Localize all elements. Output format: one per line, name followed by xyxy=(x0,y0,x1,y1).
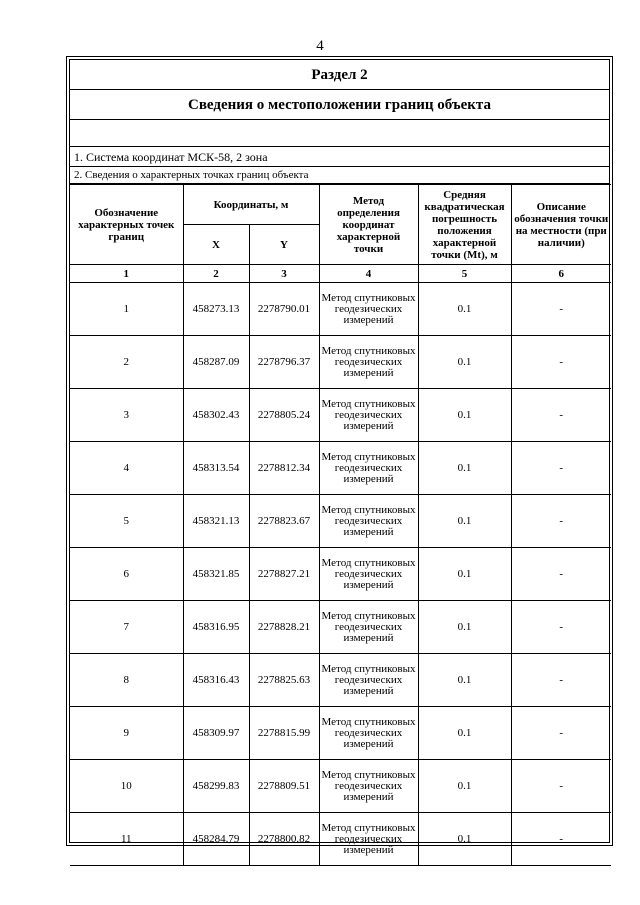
description-cell: - xyxy=(511,336,611,389)
accuracy-cell: 0.1 xyxy=(418,442,511,495)
blank-row xyxy=(70,120,609,147)
point-cell: 2 xyxy=(70,336,183,389)
point-cell: 10 xyxy=(70,760,183,813)
accuracy-cell: 0.1 xyxy=(418,760,511,813)
table-row xyxy=(70,495,611,548)
accuracy-cell: 0.1 xyxy=(418,548,511,601)
header-method: Метод определения координат характерной точки xyxy=(319,185,418,265)
method-cell: Метод спутниковых геодезических измерений xyxy=(319,654,418,707)
header-accuracy: Средняя квадратическая погрешность положения характерной точки (Mt), м xyxy=(418,185,511,265)
y-cell: 2278828.21 xyxy=(249,601,319,654)
point-cell: 11 xyxy=(70,813,183,866)
column-number: 1 xyxy=(70,265,183,283)
method-cell: Метод спутниковых геодезических измерений xyxy=(319,813,418,866)
document-frame xyxy=(66,56,613,856)
x-cell: 458321.13 xyxy=(183,495,249,548)
method-cell: Метод спутниковых геодезических измерений xyxy=(319,389,418,442)
description-cell: - xyxy=(511,654,611,707)
method-cell: Метод спутниковых геодезических измерений xyxy=(319,601,418,654)
accuracy-cell: 0.1 xyxy=(418,654,511,707)
table-row xyxy=(70,813,611,866)
accuracy-cell: 0.1 xyxy=(418,495,511,548)
x-cell: 458309.97 xyxy=(183,707,249,760)
header-x: X xyxy=(183,225,249,265)
boundary-points-table xyxy=(70,184,611,866)
y-cell: 2278790.01 xyxy=(249,283,319,336)
point-cell: 9 xyxy=(70,707,183,760)
x-cell: 458316.95 xyxy=(183,601,249,654)
method-cell: Метод спутниковых геодезических измерений xyxy=(319,495,418,548)
table-row xyxy=(70,548,611,601)
description-cell: - xyxy=(511,495,611,548)
accuracy-cell: 0.1 xyxy=(418,283,511,336)
point-cell: 7 xyxy=(70,601,183,654)
point-cell: 1 xyxy=(70,283,183,336)
x-cell: 458316.43 xyxy=(183,654,249,707)
table-row xyxy=(70,283,611,336)
y-cell: 2278823.67 xyxy=(249,495,319,548)
table-row xyxy=(70,389,611,442)
column-number-row xyxy=(70,265,611,283)
x-cell: 458313.54 xyxy=(183,442,249,495)
y-cell: 2278827.21 xyxy=(249,548,319,601)
description-cell: - xyxy=(511,813,611,866)
description-cell: - xyxy=(511,548,611,601)
method-cell: Метод спутниковых геодезических измерений xyxy=(319,760,418,813)
accuracy-cell: 0.1 xyxy=(418,601,511,654)
point-cell: 6 xyxy=(70,548,183,601)
column-number: 2 xyxy=(183,265,249,283)
header-coordinates: Координаты, м xyxy=(183,185,319,225)
header-point-designation: Обозначение характерных точек границ xyxy=(70,185,183,265)
column-number: 6 xyxy=(511,265,611,283)
table-row xyxy=(70,336,611,389)
y-cell: 2278796.37 xyxy=(249,336,319,389)
page-number: 4 xyxy=(316,38,324,54)
method-cell: Метод спутниковых геодезических измерений xyxy=(319,707,418,760)
header-description: Описание обозначения точки на местности (при наличии) xyxy=(511,185,611,265)
x-cell: 458273.13 xyxy=(183,283,249,336)
x-cell: 458284.79 xyxy=(183,813,249,866)
header-y: Y xyxy=(249,225,319,265)
column-number: 3 xyxy=(249,265,319,283)
x-cell: 458287.09 xyxy=(183,336,249,389)
y-cell: 2278809.51 xyxy=(249,760,319,813)
section-subtitle: Сведения о местоположении границ объекта xyxy=(70,90,609,120)
method-cell: Метод спутниковых геодезических измерений xyxy=(319,283,418,336)
method-cell: Метод спутниковых геодезических измерений xyxy=(319,548,418,601)
point-cell: 8 xyxy=(70,654,183,707)
table-row xyxy=(70,707,611,760)
x-cell: 458321.85 xyxy=(183,548,249,601)
y-cell: 2278825.63 xyxy=(249,654,319,707)
x-cell: 458299.83 xyxy=(183,760,249,813)
column-number: 4 xyxy=(319,265,418,283)
y-cell: 2278800.82 xyxy=(249,813,319,866)
description-cell: - xyxy=(511,283,611,336)
x-cell: 458302.43 xyxy=(183,389,249,442)
accuracy-cell: 0.1 xyxy=(418,813,511,866)
description-cell: - xyxy=(511,389,611,442)
y-cell: 2278815.99 xyxy=(249,707,319,760)
description-cell: - xyxy=(511,442,611,495)
method-cell: Метод спутниковых геодезических измерений xyxy=(319,442,418,495)
accuracy-cell: 0.1 xyxy=(418,336,511,389)
point-cell: 5 xyxy=(70,495,183,548)
y-cell: 2278812.34 xyxy=(249,442,319,495)
point-cell: 3 xyxy=(70,389,183,442)
document-inner-frame xyxy=(69,59,610,856)
column-number: 5 xyxy=(418,265,511,283)
method-cell: Метод спутниковых геодезических измерений xyxy=(319,336,418,389)
point-cell: 4 xyxy=(70,442,183,495)
table-row xyxy=(70,760,611,813)
table-row xyxy=(70,442,611,495)
accuracy-cell: 0.1 xyxy=(418,707,511,760)
section-title: Раздел 2 xyxy=(70,60,609,90)
points-line: 2. Сведения о характерных точках границ объекта xyxy=(70,167,609,184)
description-cell: - xyxy=(511,601,611,654)
accuracy-cell: 0.1 xyxy=(418,389,511,442)
description-cell: - xyxy=(511,707,611,760)
table-row xyxy=(70,654,611,707)
table-row xyxy=(70,601,611,654)
description-cell: - xyxy=(511,760,611,813)
coord-system-line: 1. Система координат МСК-58, 2 зона xyxy=(70,147,609,167)
y-cell: 2278805.24 xyxy=(249,389,319,442)
